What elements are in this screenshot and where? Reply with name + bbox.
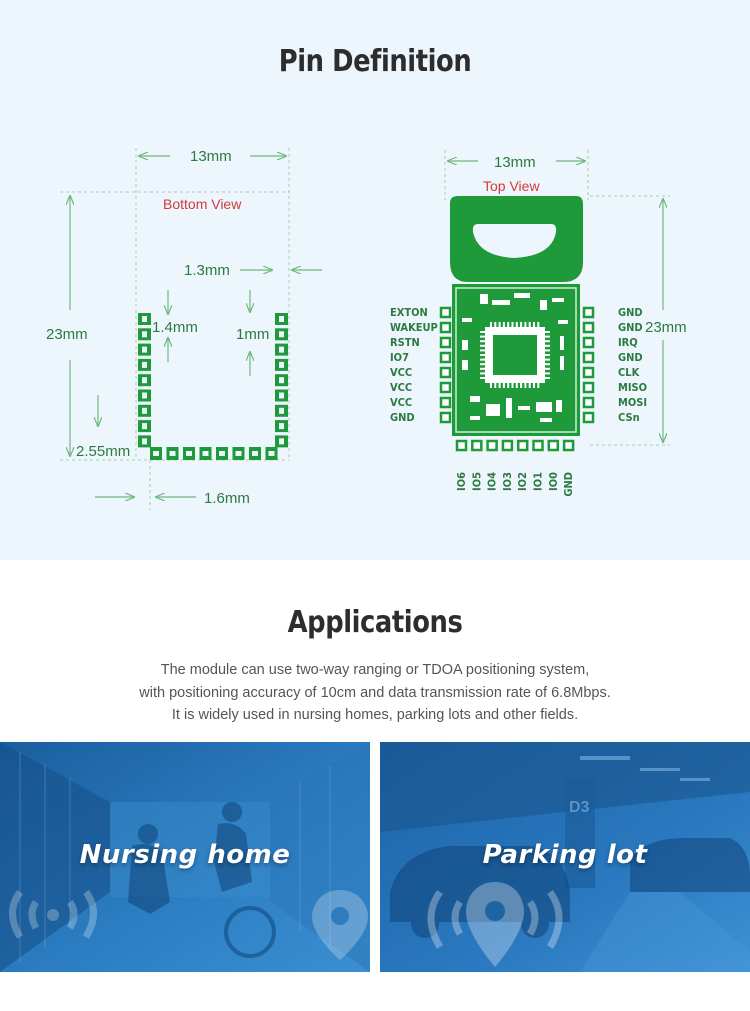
left-pin-label: VCC xyxy=(390,366,413,379)
bottom-pin-label: IO0 xyxy=(546,472,560,491)
left-pin-label: RSTN xyxy=(390,336,420,349)
left-pin-label: EXTON xyxy=(390,306,428,319)
top-left-pad xyxy=(441,383,450,392)
top-bottom-pad xyxy=(472,441,481,450)
top-bottom-pad xyxy=(457,441,466,450)
bottom-pin-label: IO3 xyxy=(500,472,514,491)
left-pin-label: IO7 xyxy=(390,351,409,364)
top-right-pad xyxy=(584,398,593,407)
top-left-pad xyxy=(441,308,450,317)
top-height-label: 23mm xyxy=(645,319,687,336)
nursing-home-card xyxy=(0,742,370,972)
right-pin-label: MOSI xyxy=(618,396,648,409)
top-left-pad xyxy=(441,338,450,347)
right-pin-label: CSn xyxy=(618,411,640,424)
description-line-2: with positioning accuracy of 10cm and data transmission rate of 6.8Mbps. xyxy=(139,684,611,701)
left-pin-label: WAKEUP xyxy=(390,321,438,334)
right-pin-label: CLK xyxy=(618,366,640,379)
top-right-pad xyxy=(584,413,593,422)
applications-title: Applications xyxy=(287,605,463,640)
top-bottom-pad xyxy=(549,441,558,450)
bottom-pin-label: IO4 xyxy=(485,471,499,491)
parking-lot-caption: Parking lot xyxy=(482,840,648,870)
description-line-3: It is widely used in nursing homes, parking lots and other fields. xyxy=(171,707,579,723)
bottom-pin-label: IO5 xyxy=(470,472,484,491)
top-left-pad xyxy=(441,353,450,362)
bottom-view-label: Bottom View xyxy=(163,196,242,212)
top-left-pad xyxy=(441,413,450,422)
bottom-pin-label: IO6 xyxy=(455,472,468,491)
bottom-height-label: 23mm xyxy=(46,326,88,343)
top-right-pad xyxy=(584,353,593,362)
top-right-pad xyxy=(584,338,593,347)
top-left-pad xyxy=(441,368,450,377)
pin-definition-title: Pin Definition xyxy=(278,44,472,79)
svg-text:D3: D3 xyxy=(569,799,590,816)
top-right-pad xyxy=(584,323,593,332)
right-pin-label: GND xyxy=(618,306,643,319)
top-right-pad xyxy=(584,368,593,377)
bottom-width-label: 13mm xyxy=(190,148,232,165)
nursing-home-caption: Nursing home xyxy=(79,840,291,870)
right-pin-label: MISO xyxy=(618,381,648,394)
parking-lot-card xyxy=(380,742,750,972)
top-bottom-pad xyxy=(534,441,543,450)
top-right-pad xyxy=(584,308,593,317)
top-view-label: Top View xyxy=(483,178,540,194)
left-pin-label: VCC xyxy=(390,396,413,409)
top-bottom-pad xyxy=(518,441,527,450)
right-pin-label: IRQ xyxy=(618,336,638,349)
top-view xyxy=(390,150,687,497)
right-pin-label: GND xyxy=(618,321,643,334)
bottom-pin-label: IO2 xyxy=(516,472,530,491)
bottom-pin-label: GND xyxy=(562,472,576,497)
description-line-1: The module can use two-way ranging or TDOA positioning system, xyxy=(160,662,590,678)
applications-description xyxy=(0,659,750,727)
left-pin-label: GND xyxy=(390,411,415,424)
right-pin-label: GND xyxy=(618,351,643,364)
pitch-label: 1mm xyxy=(236,326,270,343)
bottom-offset-label: 2.55mm xyxy=(76,443,131,460)
top-bottom-pad xyxy=(488,441,497,450)
bottom-edge-label: 1.6mm xyxy=(204,490,250,507)
top-bottom-pad xyxy=(564,441,573,450)
top-right-pad xyxy=(584,383,593,392)
top-left-pad xyxy=(441,398,450,407)
top-width-label: 13mm xyxy=(494,154,536,171)
top-bottom-pad xyxy=(503,441,512,450)
pad-width-label: 1.4mm xyxy=(152,319,198,336)
left-pin-label: VCC xyxy=(390,381,413,394)
bottom-view xyxy=(46,148,322,510)
top-left-pad xyxy=(441,323,450,332)
edge-gap-label: 1.3mm xyxy=(184,262,230,279)
bottom-pin-label: IO1 xyxy=(531,472,545,491)
